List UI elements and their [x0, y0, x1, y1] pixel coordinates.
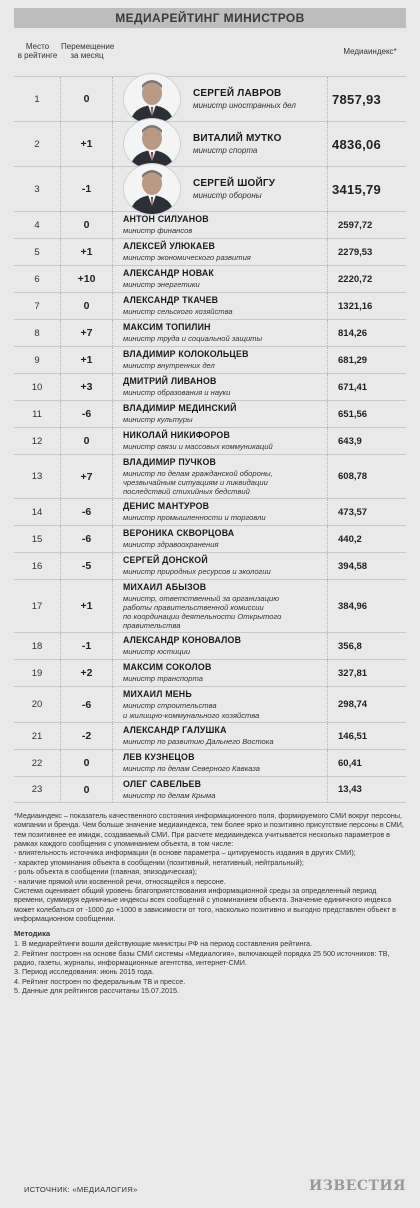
minister-name: АЛЕКСЕЙ УЛЮКАЕВ [123, 241, 216, 252]
rank-header: Место в рейтинге [17, 42, 58, 60]
minister-info [123, 725, 274, 746]
media-index-cell: 608,78 [338, 471, 368, 482]
media-index-cell: 814,26 [338, 327, 368, 339]
minister-info [193, 133, 282, 156]
minister-cell [113, 212, 328, 238]
table-row [14, 211, 406, 238]
minister-name: АЛЕКСАНДР ГАЛУШКА [123, 725, 227, 736]
minister-info [123, 241, 251, 262]
movement-cell: +1 [61, 239, 113, 265]
movement-cell: +7 [61, 455, 113, 498]
rank-cell: 11 [14, 401, 61, 427]
minister-name: НИКОЛАЙ НИКИФОРОВ [123, 430, 231, 441]
table-row [14, 346, 406, 373]
minister-cell [113, 122, 328, 166]
table-row [14, 749, 406, 776]
media-index-cell: 440,2 [338, 533, 362, 545]
footnote-system: Система оценивает общий уровень благоприятствования информационной среды за определенный период времени, суммируя единичные индексы всех сообщений с упоминанием объекта. Значение единичного индекса может колебаться от -1000 до +1000 в зависимости от того, насколько позитивно и выгодно представлен объект в информационном сообщении. [14, 885, 396, 923]
footnote-bullet: - роль объекта в сообщении (главная, эпизодическая); [14, 867, 197, 877]
method-item: 2. Рейтинг построен на основе базы СМИ системы «Медиалогия», включающей порядка 25 500 источников: ТВ, радио, газеты, журналы, информационные агентства, интернет-СМИ. [14, 948, 390, 967]
minister-cell [113, 526, 328, 552]
media-index-cell: 60,41 [338, 757, 362, 769]
minister-info [123, 582, 281, 631]
minister-cell [113, 239, 328, 265]
table-row [14, 76, 406, 121]
media-index-cell: 3415,79 [332, 181, 382, 197]
rank-cell: 2 [14, 122, 61, 166]
minister-name: АЛЕКСАНДР НОВАК [123, 268, 215, 279]
minister-name: АЛЕКСАНДР КОНОВАЛОВ [123, 635, 242, 646]
media-index-cell: 2220,72 [338, 273, 373, 285]
minister-name: ВЛАДИМИР КОЛОКОЛЬЦЕВ [123, 349, 249, 360]
media-index-cell: 2597,72 [338, 219, 373, 231]
method-item: 1. В медиарейтинги вошли действующие министры РФ на период составления рейтинга. [14, 939, 313, 949]
movement-cell: 0 [61, 428, 113, 454]
minister-post: министр культуры [123, 415, 193, 425]
minister-name: ДЕНИС МАНТУРОВ [123, 501, 210, 512]
table-row [14, 659, 406, 686]
table-row [14, 722, 406, 749]
table-row [14, 454, 406, 498]
rank-cell: 23 [14, 777, 61, 802]
minister-name: АНТОН СИЛУАНОВ [123, 214, 209, 225]
minister-cell [113, 77, 328, 121]
movement-cell: -6 [61, 526, 113, 552]
minister-cell [113, 687, 328, 722]
izvestia-logo: ИЗВЕСТИЯ [309, 1178, 406, 1194]
portrait-icon [124, 74, 180, 124]
minister-cell [113, 633, 328, 659]
method-title: Методика [14, 929, 51, 939]
minister-cell [113, 293, 328, 319]
table-row [14, 552, 406, 579]
movement-cell: 0 [61, 293, 113, 319]
minister-post: министр обороны [193, 190, 262, 200]
minister-cell [113, 777, 328, 802]
media-index-cell: 1321,16 [338, 300, 373, 312]
minister-info [123, 430, 273, 451]
minister-info [123, 528, 234, 549]
footnote-bullet: - характер упоминания объекта в сообщении (позитивный, негативный, нейтральный); [14, 857, 304, 867]
minister-cell [113, 660, 328, 686]
minister-name: МИХАИЛ МЕНЬ [123, 689, 192, 700]
media-index-cell: 643,9 [338, 435, 362, 447]
footnote-intro: *Медиаиндекс – показатель качественного состояния информационного поля, формируемого СМИ вокруг персоны, компании и бренда. Чем больше значение медиаиндекса, тем более ярко и позитивно присутствие персоны в СМИ, тем позитивнее ее имидж, создаваемый СМИ. При расчете медиаиндекса учитывается несколько параметров в рамках каждого сообщения с упоминанием объекта, в том числе: [14, 811, 404, 849]
minister-info [123, 376, 230, 397]
minister-info [123, 322, 262, 343]
minister-post: министр, ответственный за организацию работы правительственной комиссии по координации деятельности Открытого правительства [123, 593, 282, 631]
media-index-cell: 651,56 [338, 408, 368, 420]
rank-cell: 1 [14, 77, 61, 121]
movement-cell: -2 [61, 723, 113, 749]
minister-photo [123, 163, 181, 215]
rank-cell: 4 [14, 212, 61, 238]
movement-cell: +7 [61, 320, 113, 346]
minister-post: министр связи и массовых коммуникаций [123, 442, 273, 452]
minister-name: ЛЕВ КУЗНЕЦОВ [123, 752, 195, 763]
minister-info [123, 662, 212, 683]
minister-info [123, 349, 249, 370]
minister-info [123, 689, 259, 720]
media-index-cell: 2279,53 [338, 246, 373, 258]
minister-cell [113, 553, 328, 579]
rank-cell: 17 [14, 580, 61, 632]
minister-cell [113, 347, 328, 373]
rank-cell: 8 [14, 320, 61, 346]
table-row [14, 265, 406, 292]
minister-name: МАКСИМ ТОПИЛИН [123, 322, 211, 333]
minister-name: МИХАИЛ АБЫЗОВ [123, 581, 207, 592]
minister-name: СЕРГЕЙ ЛАВРОВ [193, 87, 282, 99]
minister-post: министр по развитию Дальнего Востока [123, 737, 274, 747]
minister-info [123, 268, 214, 289]
minister-name: ВЛАДИМИР МЕДИНСКИЙ [123, 403, 237, 414]
minister-post: министр финансов [123, 226, 193, 236]
minister-info [123, 295, 233, 316]
minister-cell [113, 455, 328, 498]
minister-name: ОЛЕГ САВЕЛЬЕВ [123, 778, 202, 789]
minister-post: министр природных ресурсов и экологии [123, 567, 271, 577]
rank-cell: 13 [14, 455, 61, 498]
minister-cell [113, 266, 328, 292]
media-index-cell: 13,43 [338, 784, 362, 795]
minister-post: министр труда и социальной защиты [123, 334, 263, 344]
minister-info [123, 457, 273, 497]
minister-post: министр сельского хозяйства [123, 307, 233, 317]
movement-cell: -6 [61, 687, 113, 722]
movement-cell: -6 [61, 499, 113, 525]
media-index-cell: 4836,06 [332, 136, 382, 152]
minister-post: министр экономического развития [123, 253, 251, 263]
media-index-cell: 356,8 [338, 640, 362, 652]
minister-name: ВИТАЛИЙ МУТКО [193, 132, 282, 144]
rank-cell: 12 [14, 428, 61, 454]
minister-info [123, 752, 260, 773]
table-row [14, 686, 406, 722]
minister-name: МАКСИМ СОКОЛОВ [123, 662, 212, 673]
minister-post: министр иностранных дел [193, 100, 296, 110]
minister-post: министр по делам Северного Кавказа [123, 764, 261, 774]
table-row [14, 776, 406, 803]
media-index-cell: 671,41 [338, 381, 368, 393]
rank-cell: 19 [14, 660, 61, 686]
rating-table [14, 76, 406, 803]
rank-cell: 6 [14, 266, 61, 292]
minister-cell [113, 401, 328, 427]
rank-cell: 7 [14, 293, 61, 319]
method-item: 5. Данные для рейтингов рассчитаны 15.07.2015. [14, 985, 179, 995]
minister-info [123, 403, 237, 424]
minister-post: министр промышленности и торговли [123, 513, 266, 523]
minister-info [193, 88, 296, 111]
table-row [14, 166, 406, 211]
minister-info [123, 501, 266, 522]
portrait-icon [124, 119, 180, 169]
table-row [14, 292, 406, 319]
table-row [14, 238, 406, 265]
movement-cell: -6 [61, 401, 113, 427]
rank-cell: 10 [14, 374, 61, 400]
table-row [14, 498, 406, 525]
minister-post: министр транспорта [123, 674, 203, 684]
minister-name: АЛЕКСАНДР ТКАЧЕВ [123, 295, 219, 306]
minister-name: СЕРГЕЙ ДОНСКОЙ [123, 555, 208, 566]
table-header [14, 28, 406, 76]
minister-post: министр по делам Крыма [123, 790, 216, 800]
movement-cell: 0 [61, 750, 113, 776]
media-index-cell: 681,29 [338, 354, 368, 366]
rank-cell: 20 [14, 687, 61, 722]
minister-post: министр спорта [193, 145, 258, 155]
minister-cell [113, 723, 328, 749]
movement-cell: +1 [61, 347, 113, 373]
minister-name: СЕРГЕЙ ШОЙГУ [193, 177, 276, 189]
media-index-cell: 384,96 [338, 600, 368, 612]
movement-cell: -5 [61, 553, 113, 579]
minister-post: министр по делам гражданской обороны, чрезвычайным ситуациям и ликвидации последствий стихийных бедствий [123, 468, 273, 497]
table-row [14, 525, 406, 552]
method-item: 3. Период исследования: июнь 2015 года. [14, 967, 154, 977]
movement-cell: +3 [61, 374, 113, 400]
table-row [14, 579, 406, 632]
source-label: ИСТОЧНИК: «МЕДИАЛОГИЯ» [24, 1185, 138, 1194]
rank-cell: 5 [14, 239, 61, 265]
minister-name: ВЛАДИМИР ПУЧКОВ [123, 456, 217, 467]
minister-info [123, 555, 271, 576]
movement-cell: +1 [61, 580, 113, 632]
table-row [14, 427, 406, 454]
minister-cell [113, 580, 328, 632]
rank-cell: 9 [14, 347, 61, 373]
minister-info [193, 178, 275, 201]
rank-cell: 22 [14, 750, 61, 776]
movement-cell: 0 [61, 212, 113, 238]
table-row [14, 373, 406, 400]
minister-info [123, 779, 215, 800]
move-header: Перемещение за месяц [61, 42, 115, 60]
minister-name: ВЕРОНИКА СКВОРЦОВА [123, 528, 235, 539]
minister-info [123, 635, 241, 656]
rank-cell: 15 [14, 526, 61, 552]
method-item: 4. Рейтинг построен по федеральным ТВ и прессе. [14, 976, 186, 986]
footnote-bullet: - наличие прямой или косвенной речи, относящейся к персоне. [14, 876, 226, 886]
portrait-icon [124, 164, 180, 214]
movement-cell: +2 [61, 660, 113, 686]
minister-post: министр внутренних дел [123, 361, 215, 371]
media-index-cell: 7857,93 [332, 91, 382, 107]
minister-cell [113, 167, 328, 211]
rank-cell: 3 [14, 167, 61, 211]
page-title: МЕДИАРЕЙТИНГ МИНИСТРОВ [14, 8, 406, 28]
minister-post: министр здравоохранения [123, 540, 219, 550]
movement-cell: 0 [61, 777, 113, 802]
table-row [14, 319, 406, 346]
movement-cell: +10 [61, 266, 113, 292]
minister-cell [113, 428, 328, 454]
index-header: Медиаиндекс* [343, 46, 397, 56]
media-index-cell: 473,57 [338, 506, 368, 518]
footnote [14, 811, 406, 995]
minister-post: министр образования и науки [123, 388, 231, 398]
media-index-cell: 298,74 [338, 699, 368, 710]
table-row [14, 632, 406, 659]
footnote-bullet: - влиятельность источника информации (в основе параметра – цитируемость издания в других СМИ); [14, 848, 356, 858]
minister-post: министр строительства и жилищно-коммунального хозяйства [123, 701, 260, 720]
minister-post: министр энергетики [123, 280, 200, 290]
rank-cell: 16 [14, 553, 61, 579]
minister-cell [113, 499, 328, 525]
rank-cell: 18 [14, 633, 61, 659]
table-row [14, 121, 406, 166]
media-index-cell: 146,51 [338, 730, 368, 742]
movement-cell: 0 [61, 77, 113, 121]
rank-cell: 14 [14, 499, 61, 525]
minister-cell [113, 320, 328, 346]
minister-info [123, 214, 209, 235]
movement-cell: -1 [61, 167, 113, 211]
movement-cell: +1 [61, 122, 113, 166]
movement-cell: -1 [61, 633, 113, 659]
media-index-cell: 327,81 [338, 667, 368, 679]
media-index-cell: 394,58 [338, 560, 368, 572]
rank-cell: 21 [14, 723, 61, 749]
table-row [14, 400, 406, 427]
minister-cell [113, 750, 328, 776]
minister-name: ДМИТРИЙ ЛИВАНОВ [123, 376, 217, 387]
minister-post: министр юстиции [123, 647, 191, 657]
minister-cell [113, 374, 328, 400]
